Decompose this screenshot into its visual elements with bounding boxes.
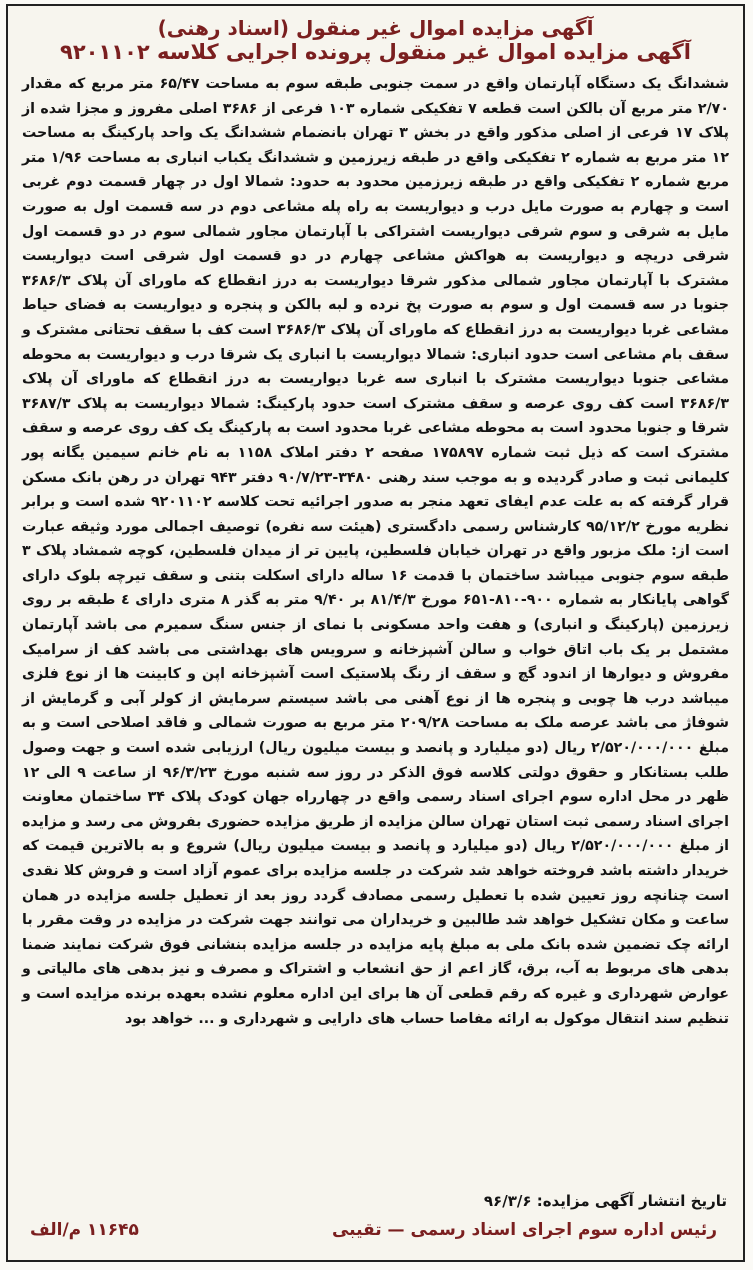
footer-id: ۱۱۶۴۵ م/الف <box>30 1220 139 1240</box>
ad-body-text: ششدانگ یک دستگاه آپارتمان واقع در سمت جنوبی طبقه سوم به مساحت ۶۵/۴۷ متر مربع که مقدار ۲/۷۰ متر مربع آن بالکن است قطعه ۷ تفکیکی شماره ۱۰۳ فرعی از ۳۶۸۶ اصلی مفروز و مجزا شده از پلاک ۱۷ فرعی از اصلی مذکور واقع در بخش ۳ تهران بانضمام ششدانگ یک واحد پارکینگ به مساحت ۱۲ متر مربع به شماره ۲ تفکیکی واقع در طبقه زیرزمین و ششدانگ یکباب انباری به مساحت ۱/۹۶ متر مربع شماره ۲ تفکیکی واقع در طبقه زیرزمین محدود به حدود: شمالا اول در چهار قسمت دوم غربی است و چهارم به صورت مایل درب و دیواریست به راه پله مشاعی دوم در سه قسمت اول به صورت مایل به شرقی و سوم شرقی دیواریست اشتراکی با آپارتمان مجاور شمالی سوم در دو قسمت اول شرقی دریچه و دیواریست به هواکش مشاعی چهارم در دو قسمت اول شرقی است دیواریست مشترک با آپارتمان مجاور شمالی مذکور شرقا دیواریست به درز انقطاع که ماورای آن پلاک ۳۶۸۶/۳ جنوبا در سه قسمت اول و سوم به صورت پخ نرده و لبه بالکن و پنجره و دیواریست به فضای حیاط مشاعی غربا دیواریست به درز انقطاع که ماورای آن پلاک ۳۶۸۶/۳ است کف با سقف تحتانی مشترک و سقف بام مشاعی است حدود انباری: شمالا دیواریست با انباری یک شرقا درب و دیواریست به محوطه مشاعی جنوبا دیواریست مشترک با انباری سه غربا دیواریست به درز انقطاع که ماورای آن پلاک ۳۶۸۶/۳ است کف روی عرصه و سقف مشترک است حدود پارکینگ: شمالا دیواریست به پلاک ۳۶۸۷/۳ شرقا و جنوبا محدود است به محوطه مشاعی غربا محدود است به پارکینگ یک کف روی عرصه و سقف مشترک است که ذیل ثبت شماره ۱۷۵۸۹۷ صفحه ۲ دفتر املاک ۱۱۵۸ به نام خانم سیمین یگانه پور کلیمانی ثبت و صادر گردیده و به موجب سند رهنی ۳۴۸۰-۹۰/۷/۲۳ دفتر ۹۴۳ تهران در رهن بانک مسکن قرار گرفته که به علت عدم ایفای تعهد منجر به صدور اجرائیه تحت کلاسه ۹۲۰۱۱۰۲ شده است و برابر نظریه مورخ ۹۵/۱۲/۲ کارشناس رسمی دادگستری (هیئت سه نفره) توصیف اجمالی مورد وثیقه عبارت است از: ملک مزبور واقع در تهران خیابان فلسطین، پایین تر از میدان فلسطین، کوچه شمشاد پلاک ۳ طبقه سوم جنوبی میباشد ساختمان با قدمت ۱۶ ساله دارای اسکلت بتنی و سقف تیرچه بلوک دارای گواهی پایانکار به شماره ۹۰۰-۸۱۰-۶۵۱ مورخ ۸۱/۴/۳ بر ۹/۴۰ متر به گذر ۸ متری دارای ٤ طبقه بر روی زیرزمین (پارکینگ و انباری) و هفت واحد مسکونی با نمای از جنس سنگ سمیرم می باشد آپارتمان مشتمل بر یک باب اتاق خواب و سالن آشپزخانه و سرویس های بهداشتی می باشد کف از سرامیک مفروش و دیوارها از اندود گچ و سقف از رنگ پلاستیک است آشپزخانه اپن و کابینت ها از نوع فلزی میباشد درب ها چوبی و پنجره ها از نوع آهنی می باشد سیستم سرمایش از کولر آبی و گرمایش از شوفاژ می باشد عرصه ملک به مساحت ۲۰۹/۲۸ متر مربع به صورت شمالی و فاقد اصلاحی است و به مبلغ ۲/۵۲۰/۰۰۰/۰۰۰ ریال (دو میلیارد و پانصد و بیست میلیون ریال) ارزیابی شده است و جهت وصول طلب بستانکار و حقوق دولتی کلاسه فوق الذکر در روز سه شنبه مورخ ۹۶/۳/۲۳ از ساعت ۹ الی ۱۲ ظهر در محل اداره سوم اجرای اسناد رسمی واقع در چهارراه جهان کودک پلاک ۳۴ ساختمان معاونت اجرای اسناد رسمی ثبت استان تهران سالن مزایده از طریق مزایده حضوری بفروش می رسد و مزایده از مبلغ ۲/۵۲۰/۰۰۰/۰۰۰ ریال (دو میلیارد و پانصد و بیست میلیون ریال) شروع و به بالاترین قیمت که خریدار داشته باشد فروخته خواهد شد شرکت در جلسه مزایده برای عموم آزاد است و فروش کلا نقدی است چنانچه روز تعیین شده با تعطیل رسمی مصادف گردد روز بعد از تعطیل جلسه مزایده در همان ساعت و مکان تشکیل خواهد شد طالبین و خریداران می توانند جهت شرکت در مزایده در وقت مقرر با ارائه چک تضمین شده بانک ملی به مبلغ پایه مزایده در جلسه مزایده بنشانی فوق شرکت نمایند ضمنا بدهی های مربوط به آب، برق، گاز اعم از حق انشعاب و اشتراک و مصرف و نیز بدهی های مالیاتی و عوارض شهرداری و غیره که رقم قطعی آن ها برای این اداره معلوم نشده بعهده برنده مزایده است و تنظیم سند انتقال موکول به ارائه مفاصا حساب های دارایی و شهرداری و ... خواهد بود <box>22 76 730 1027</box>
ad-title-second: آگهی مزایده اموال غیر منقول پرونده اجرایی کلاسه ۹۲۰۱۱۰۲ <box>60 40 691 64</box>
ad-title-top: آگهی مزایده اموال غیر منقول (اسناد رهنی) <box>157 16 594 40</box>
footer-signature: رئیس اداره سوم اجرای اسناد رسمی — تقیبی <box>331 1220 717 1240</box>
ad-frame <box>6 4 745 1262</box>
publish-date: تاریخ انتشار آگهی مزایده: ۹۶/۳/۶ <box>483 1192 727 1210</box>
